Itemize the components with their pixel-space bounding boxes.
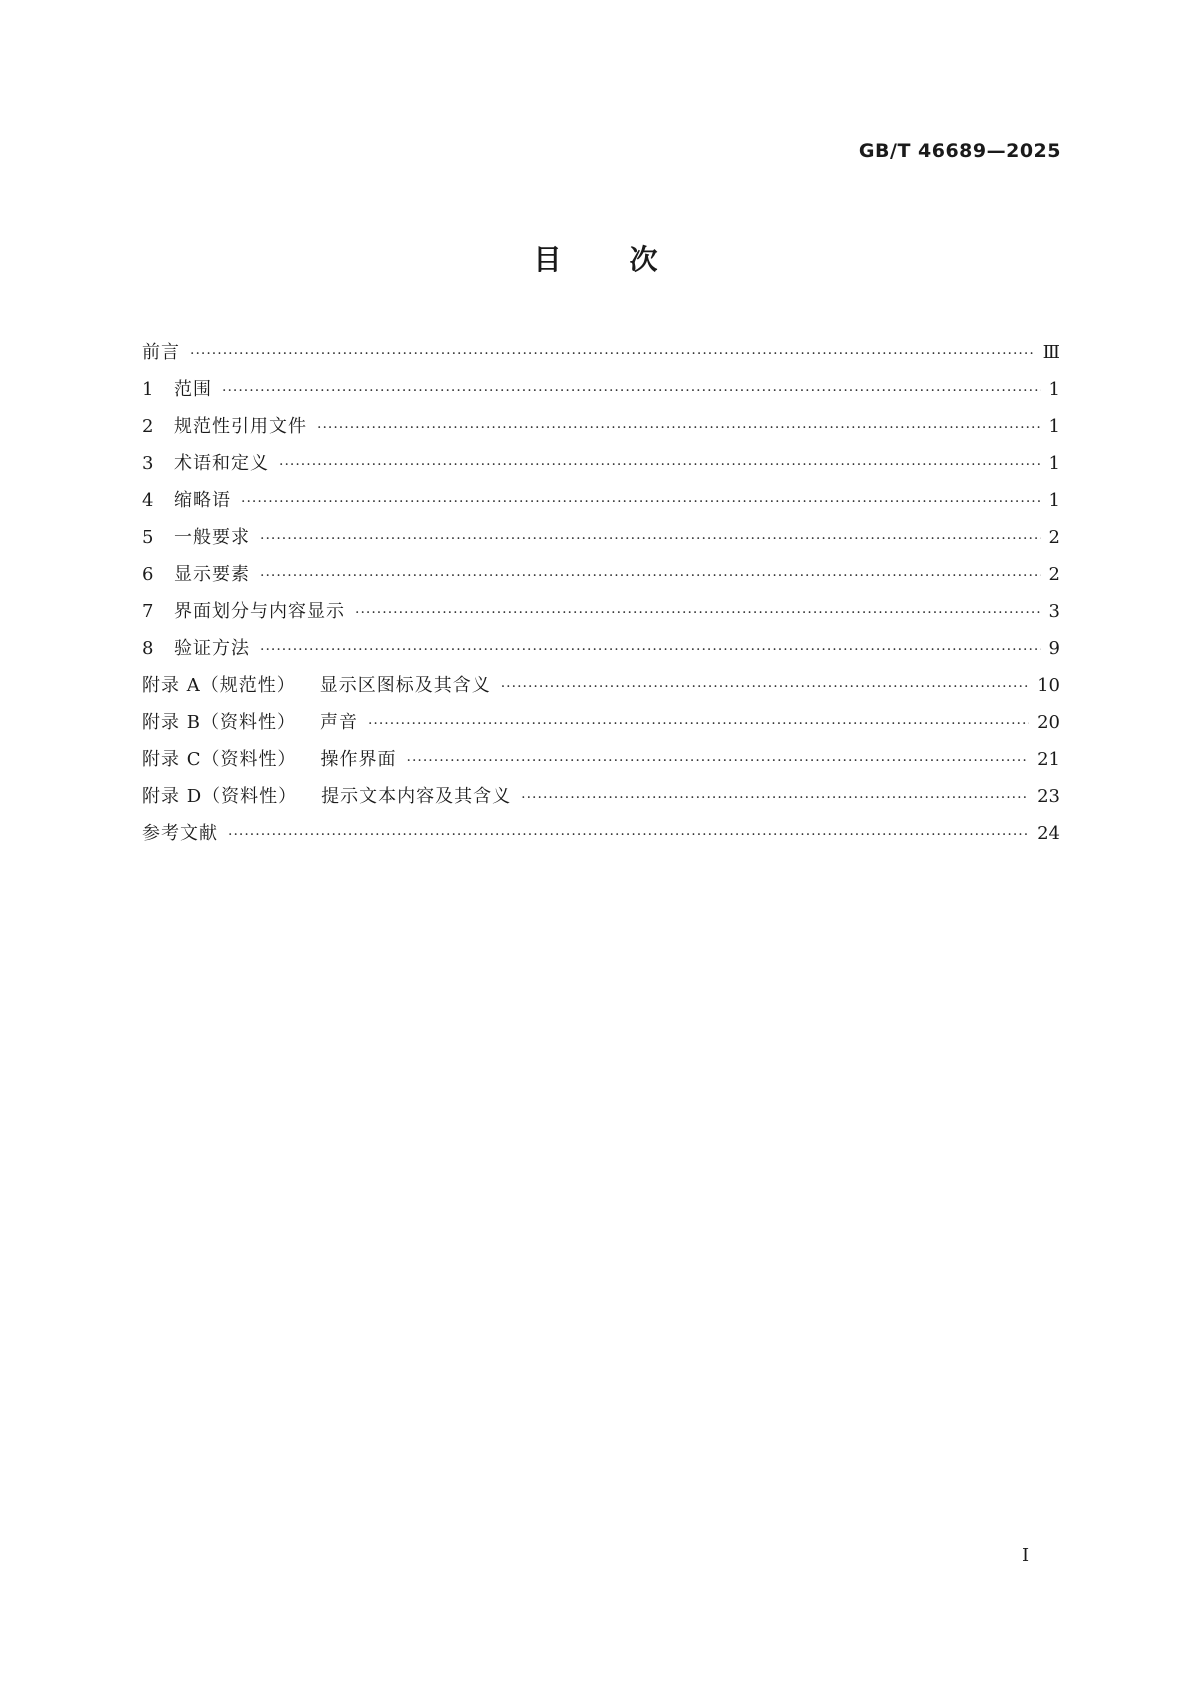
toc-entry-appendix-prefix: 附录 A（规范性） <box>142 675 296 696</box>
toc-list <box>142 338 1060 856</box>
toc-entry-page: 10 <box>1037 675 1060 696</box>
toc-entry-label: 界面划分与内容显示 <box>174 601 345 622</box>
toc-entry-label: 提示文本内容及其含义 <box>321 786 512 807</box>
toc-leader-dots <box>260 642 1041 658</box>
toc-entry-number: 6 <box>142 564 154 585</box>
toc-entry-label: 显示要素 <box>174 564 250 585</box>
toc-entry-page: 2 <box>1048 527 1060 548</box>
toc-leader-dots <box>260 531 1041 547</box>
toc-entry-label: 声音 <box>319 712 358 733</box>
toc-entry-appendix-d[interactable] <box>142 782 1060 819</box>
toc-entry-appendix-prefix: 附录 D（资料性） <box>142 786 298 807</box>
document-code: GB/T 46689—2025 <box>858 140 1061 162</box>
toc-entry-1[interactable] <box>142 375 1060 412</box>
toc-title-char-2: 次 <box>629 243 658 276</box>
toc-entry-appendix-c[interactable] <box>142 745 1060 782</box>
toc-entry-2[interactable] <box>142 412 1060 449</box>
toc-entry-label: 参考文献 <box>142 823 218 844</box>
toc-entry-appendix-prefix: 附录 B（资料性） <box>142 712 296 733</box>
toc-leader-dots <box>317 420 1041 436</box>
toc-entry-label: 范围 <box>174 379 212 400</box>
toc-entry-label: 规范性引用文件 <box>174 416 307 437</box>
toc-entry-page: 1 <box>1048 490 1060 511</box>
toc-title <box>0 238 1191 278</box>
toc-entry-3[interactable] <box>142 449 1060 486</box>
toc-entry-label: 验证方法 <box>174 638 250 659</box>
toc-entry-number: 4 <box>142 490 154 511</box>
toc-leader-dots <box>501 679 1029 695</box>
toc-leader-dots <box>279 457 1041 473</box>
toc-entry-label: 缩略语 <box>174 490 231 511</box>
toc-entry-label: 操作界面 <box>320 749 397 770</box>
toc-entry-foreword[interactable] <box>142 338 1060 375</box>
toc-entry-6[interactable] <box>142 560 1060 597</box>
toc-entry-page: 2 <box>1048 564 1060 585</box>
toc-entry-appendix-a[interactable] <box>142 671 1060 708</box>
toc-entry-number: 5 <box>142 527 154 548</box>
toc-entry-label: 显示区图标及其含义 <box>319 675 491 696</box>
toc-entry-8[interactable] <box>142 634 1060 671</box>
toc-entry-4[interactable] <box>142 486 1060 523</box>
toc-entry-number: 1 <box>142 379 154 400</box>
toc-entry-label: 前言 <box>142 342 180 363</box>
toc-entry-page: 9 <box>1048 638 1060 659</box>
toc-leader-dots <box>190 346 1035 362</box>
toc-entry-number: 7 <box>142 601 154 622</box>
toc-title-char-1: 目 <box>533 243 562 276</box>
page-number: I <box>1022 1545 1030 1566</box>
toc-leader-dots <box>521 790 1029 806</box>
toc-entry-number: 3 <box>142 453 154 474</box>
toc-leader-dots <box>355 605 1041 621</box>
toc-entry-page: 20 <box>1037 712 1060 733</box>
toc-leader-dots <box>407 753 1030 769</box>
toc-entry-page: 24 <box>1037 823 1060 844</box>
toc-entry-5[interactable] <box>142 523 1060 560</box>
toc-leader-dots <box>368 716 1029 732</box>
toc-entry-page: 1 <box>1048 416 1060 437</box>
toc-leader-dots <box>222 383 1041 399</box>
toc-entry-number: 2 <box>142 416 154 437</box>
toc-entry-page: 1 <box>1048 379 1060 400</box>
toc-entry-label: 术语和定义 <box>174 453 269 474</box>
toc-entry-page: 21 <box>1037 749 1060 770</box>
toc-entry-appendix-prefix: 附录 C（资料性） <box>142 749 297 770</box>
toc-leader-dots <box>241 494 1041 510</box>
toc-entry-page: Ⅲ <box>1042 342 1060 363</box>
toc-entry-appendix-b[interactable] <box>142 708 1060 745</box>
toc-entry-label: 一般要求 <box>174 527 250 548</box>
toc-entry-page: 23 <box>1037 786 1060 807</box>
toc-entry-number: 8 <box>142 638 154 659</box>
toc-entry-page: 1 <box>1048 453 1060 474</box>
toc-entry-page: 3 <box>1048 601 1060 622</box>
toc-leader-dots <box>260 568 1041 584</box>
toc-entry-references[interactable] <box>142 819 1060 856</box>
toc-entry-7[interactable] <box>142 597 1060 634</box>
toc-leader-dots <box>228 827 1029 843</box>
